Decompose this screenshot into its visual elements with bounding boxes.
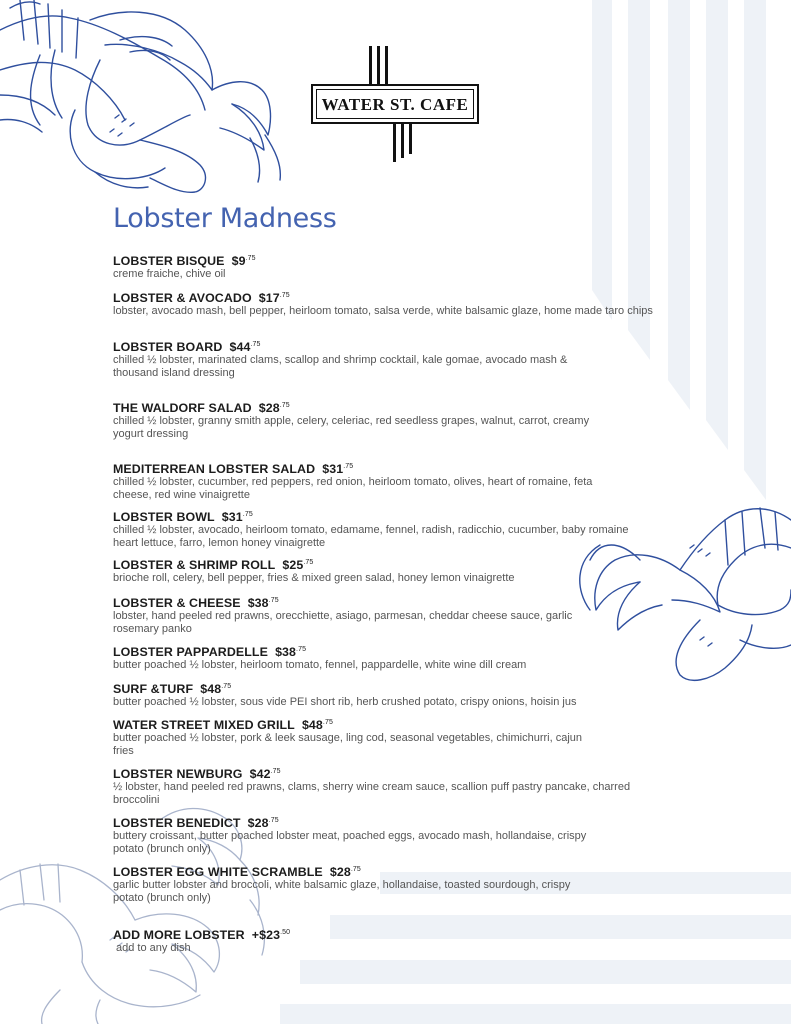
item-name: THE WALDORF SALAD [113, 401, 252, 415]
menu-item [113, 462, 673, 501]
item-name: LOBSTER EGG WHITE SCRAMBLE [113, 865, 323, 879]
item-description: lobster, avocado mash, bell pepper, heirloom tomato, salsa verde, white balsamic glaze, home made taro chips [113, 305, 653, 317]
item-price: $17 [258, 291, 280, 305]
item-description: butter poached ½ lobster, sous vide PEI short rib, herb crushed potato, crispy onions, hoisin jus [113, 696, 577, 708]
item-description: chilled ½ lobster, granny smith apple, celery, celeriac, red seedless grapes, walnut, carrot, creamy yogurt dressing [113, 415, 590, 440]
item-description: creme fraiche, chive oil [113, 268, 226, 280]
menu-item [113, 401, 673, 440]
item-name: LOBSTER BENEDICT [113, 816, 241, 830]
item-price-cents: .75 [245, 255, 256, 262]
item-price-cents: .75 [296, 646, 307, 653]
menu-item [113, 767, 673, 806]
item-price: $28 [258, 401, 280, 415]
item-name: LOBSTER BISQUE [113, 254, 225, 268]
item-name: MEDITERREAN LOBSTER SALAD [113, 462, 316, 476]
addon-price-cents: .50 [280, 929, 291, 936]
item-price: $44 [229, 340, 251, 354]
item-name: LOBSTER NEWBURG [113, 767, 243, 781]
item-price-cents: .75 [303, 559, 314, 566]
item-description: garlic butter lobster and broccoli, white balsamic glaze, hollandaise, toasted sourdough, crispy potato (brunch only) [113, 879, 571, 904]
item-price: $28 [329, 865, 351, 879]
addon-name: ADD MORE LOBSTER [113, 928, 245, 942]
item-price-cents: .75 [242, 511, 253, 518]
cafe-logo [311, 46, 481, 162]
item-price-cents: .75 [268, 597, 279, 604]
logo-text: WATER ST. CAFE [321, 95, 469, 114]
menu-item [113, 816, 673, 855]
item-price: $31 [322, 462, 344, 476]
item-name: LOBSTER & SHRIMP ROLL [113, 558, 276, 572]
item-price-cents: .75 [250, 341, 261, 348]
item-price: $38 [275, 645, 297, 659]
item-description: brioche roll, celery, bell pepper, fries & mixed green salad, honey lemon vinaigrette [113, 572, 515, 584]
logo-bar [377, 46, 380, 84]
item-price-cents: .75 [221, 683, 232, 690]
item-description: chilled ½ lobster, marinated clams, scallop and shrimp cocktail, kale gomae, avocado mash & thousand island dressing [113, 354, 568, 379]
item-price-cents: .75 [270, 768, 281, 775]
item-name: LOBSTER BOARD [113, 340, 223, 354]
item-name: LOBSTER BOWL [113, 510, 215, 524]
menu-item [113, 645, 673, 672]
menu-item [113, 558, 673, 585]
item-name: WATER STREET MIXED GRILL [113, 718, 295, 732]
item-price: $42 [249, 767, 271, 781]
item-price: $48 [200, 682, 222, 696]
item-price-cents: .75 [279, 292, 290, 299]
menu-title: Lobster Madness [113, 203, 337, 234]
item-description: chilled ½ lobster, cucumber, red peppers, red onion, heirloom tomato, olives, heart of romaine, feta cheese, red wine vinaigrette [113, 476, 593, 501]
addon-description: add to any dish [116, 942, 191, 954]
menu-item [113, 596, 673, 635]
item-name: SURF &TURF [113, 682, 194, 696]
menu-item [113, 865, 673, 904]
menu-item [113, 340, 673, 379]
menu-item [113, 510, 673, 549]
logo-bar [385, 46, 388, 84]
item-price-cents: .75 [279, 402, 290, 409]
logo-frame [311, 84, 479, 124]
item-name: LOBSTER PAPPARDELLE [113, 645, 268, 659]
item-price: $31 [221, 510, 243, 524]
item-price-cents: .75 [322, 719, 333, 726]
menu-item [113, 718, 673, 757]
menu-item [113, 291, 673, 318]
item-description: butter poached ½ lobster, heirloom tomato, fennel, pappardelle, white wine dill cream [113, 659, 527, 671]
item-price-cents: .75 [350, 866, 361, 873]
item-price: $25 [282, 558, 304, 572]
item-price: $28 [247, 816, 269, 830]
menu-item [113, 254, 673, 281]
item-description: lobster, hand peeled red prawns, orecchiette, asiago, parmesan, cheddar cheese sauce, garlic rosemary panko [113, 610, 573, 635]
item-description: ½ lobster, hand peeled red prawns, clams, sherry wine cream sauce, scallion puff pastry pancake, charred broccolini [113, 781, 631, 806]
menu-item [113, 682, 673, 709]
item-name: LOBSTER & AVOCADO [113, 291, 252, 305]
logo-bar [401, 124, 404, 158]
item-price-cents: .75 [268, 817, 279, 824]
item-description: chilled ½ lobster, avocado, heirloom tomato, edamame, fennel, radish, radicchio, cucumber, baby romaine heart lettuce, farro, lemon honey vinaigrette [113, 524, 629, 549]
item-name: LOBSTER & CHEESE [113, 596, 241, 610]
logo-bar [369, 46, 372, 84]
addon-price: +$23 [251, 928, 281, 942]
item-description: buttery croissant, butter poached lobster meat, poached eggs, avocado mash, hollandaise, crispy potato (brunch only) [113, 830, 587, 855]
item-price: $9 [231, 254, 246, 268]
lobster-illustration-top-left [0, 0, 280, 192]
item-price: $38 [247, 596, 269, 610]
logo-bar [393, 124, 396, 162]
logo-bar [409, 124, 412, 154]
menu-addon [113, 928, 673, 954]
item-price: $48 [301, 718, 323, 732]
item-price-cents: .75 [343, 463, 354, 470]
item-description: butter poached ½ lobster, pork & leek sausage, ling cod, seasonal vegetables, chimichurri, cajun fries [113, 732, 582, 757]
